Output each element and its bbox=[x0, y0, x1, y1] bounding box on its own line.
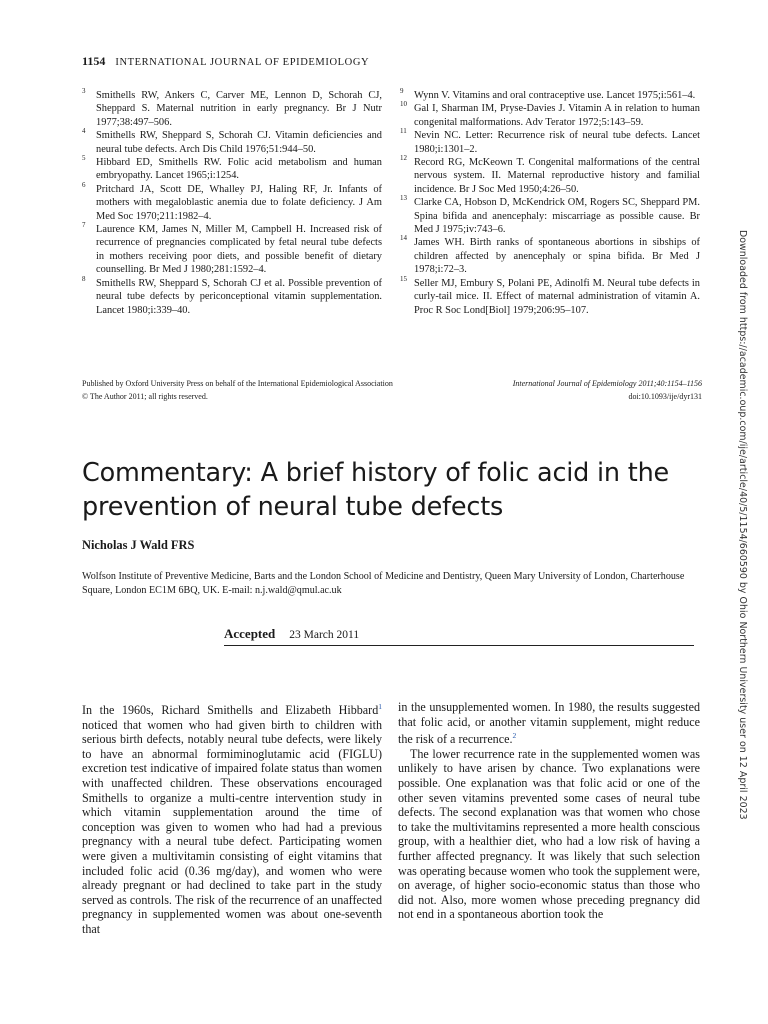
divider bbox=[224, 645, 694, 646]
body-paragraph: In the 1960s, Richard Smithells and Elizabeth Hibbard$^1$ noticed that women who had given birth to children with serious birth defects, notably neural tube defects, were likely to have an abnormal formiminoglutamic acid (FIGLU) excretion test indicative of impaired folate status than women with unaffected children. These observations encouraged Smithells to organize a multi-centre intervention study in which vitamin supplementation around the time of conception was given to women who had had a previous pregnancy with a neural tube defect. Participating women were given a multivitamin consisting of eight vitamins that included folic acid (0.36 mg/day), and women who were already pregnant or had declined to take part in the study served as controls. The risk of the recurrence of an unaffected pregnancy in supplemented women was about one-seventh that bbox=[82, 702, 382, 936]
citation-link[interactable]: 1 bbox=[378, 702, 382, 711]
journal-name: INTERNATIONAL JOURNAL OF EPIDEMIOLOGY bbox=[115, 57, 370, 68]
body-column-right bbox=[398, 700, 700, 922]
reference-list-left bbox=[82, 89, 382, 317]
reference-item: 11 Nevin NC. Letter: Recurrence risk of neural tube defects. Lancet 1980;i:1301–2. bbox=[400, 127, 700, 155]
page-number: 1154 bbox=[82, 54, 106, 68]
accepted-date: 23 March 2011 bbox=[289, 629, 360, 641]
reference-item: 13 Clarke CA, Hobson D, McKendrick OM, Rogers SC, Sheppard PM. Spina bifida and anencephaly: miscarriage as possible cause. Br Med J 1975;iv:743–6. bbox=[400, 194, 700, 236]
reference-item: 9 Wynn V. Vitamins and oral contraceptive use. Lancet 1975;i:561–4. bbox=[400, 87, 696, 101]
citation-link[interactable]: 2 bbox=[512, 731, 517, 741]
copyright-line: © The Author 2011; all rights reserved. bbox=[82, 391, 208, 401]
reference-item: 15 Seller MJ, Embury S, Polani PE, Adinolfi M. Neural tube defects in curly-tail mice. II. Effect of maternal administration of vitamin A. Proc R Soc Lond[Biol] 1979;206:95–107. bbox=[400, 274, 700, 316]
body-column-left bbox=[82, 700, 382, 937]
reference-item: 12 Record RG, McKeown T. Congenital malformations of the central nervous system. II. Maternal reproductive history and familial incidence. Br J Soc Med 1950;4:26–50. bbox=[400, 154, 700, 195]
reference-item: 5 Hibbard ED, Smithells RW. Folic acid metabolism and human embryopathy. Lancet 1965;i:1254. bbox=[82, 154, 382, 182]
reference-item: 7 Laurence KM, James N, Miller M, Campbell H. Increased risk of recurrence of pregnancies complicated by fetal neural tube defects in mothers receiving poor diets, and possible benefit of dietary counselling. Br Med J 1980;281:1592–4. bbox=[82, 221, 382, 276]
reference-item: 8 Smithells RW, Sheppard S, Schorah CJ et al. Possible prevention of neural tube defects by periconceptional vitamin supplementation. Lancet 1980;i:339–40. bbox=[82, 274, 382, 316]
article-title: Commentary: A brief history of folic acid in the prevention of neural tube defects bbox=[82, 458, 670, 522]
reference-item: 3 Smithells RW, Ankers C, Carver ME, Lennon D, Schorah CJ, Sheppard S. Maternal nutrition in early pregnancy. Br J Nutr 1977;38:497–506. bbox=[82, 87, 382, 128]
running-header bbox=[82, 54, 369, 69]
doi: doi:10.1093/ije/dyr131 bbox=[628, 391, 702, 401]
accepted-line bbox=[224, 626, 359, 642]
body-paragraph: The lower recurrence rate in the supplemented women was unlikely to have arisen by chance. Two explanations were possible. One explanation was that folic acid or one of the other seven vitamins prevented some cases of neural tube defects. The second explanation was that women who chose to take the multivitamins represented a more health conscious group, with a healthier diet, who had a low risk of having a further affected pregnancy. It was likely that such selection was operating because women who took the supplement were, on average, of higher socio-economic status than those who did not. Also, more women whose preceding pregnancy did not end in a spontaneous abortion took the bbox=[398, 746, 700, 922]
reference-item: 6 Pritchard JA, Scott DE, Whalley PJ, Haling RF, Jr. Infants of mothers with megaloblastic anemia due to folate deficiency. J Am Med Soc 1970;211:1982–4. bbox=[82, 180, 382, 222]
reference-item: 4 Smithells RW, Sheppard S, Schorah CJ. Vitamin deficiencies and neural tube defects. Arch Dis Child 1976;51:944–50. bbox=[82, 127, 382, 155]
author-affiliation: Wolfson Institute of Preventive Medicine, Barts and the London School of Medicine and Dentistry, Queen Mary University of London, Charterhouse Square, London EC1M 6BQ, UK. E-mail: n.j.wald@qmul.ac.uk bbox=[82, 571, 685, 596]
reference-list-right bbox=[400, 89, 700, 317]
publisher-line: Published by Oxford University Press on behalf of the International Epidemiological Association bbox=[82, 379, 393, 388]
download-note: Downloaded from https://academic.oup.com/ije/article/40/5/1154/660590 by Ohio Northern University user on 12 April 2023 bbox=[737, 230, 748, 820]
reference-item: 10 Gal I, Sharman IM, Pryse-Davies J. Vitamin A in relation to human congenital malformations. Adv Terator 1972;5:143–59. bbox=[400, 100, 700, 128]
journal-citation: International Journal of Epidemiology 2011;40:1154–1156 bbox=[512, 379, 702, 388]
accepted-label: Accepted bbox=[224, 626, 276, 641]
author-name: Nicholas J Wald FRS bbox=[82, 538, 195, 552]
reference-item: 14 James WH. Birth ranks of spontaneous abortions in sibships of children affected by anencephaly or spina bifida. Br Med J 1978;i:72–3. bbox=[400, 234, 700, 276]
body-paragraph: in the unsupplemented women. In 1980, the results suggested that folic acid, or another vitamin supplement, might reduce the risk of a recurrence.$^2$ bbox=[398, 700, 700, 747]
